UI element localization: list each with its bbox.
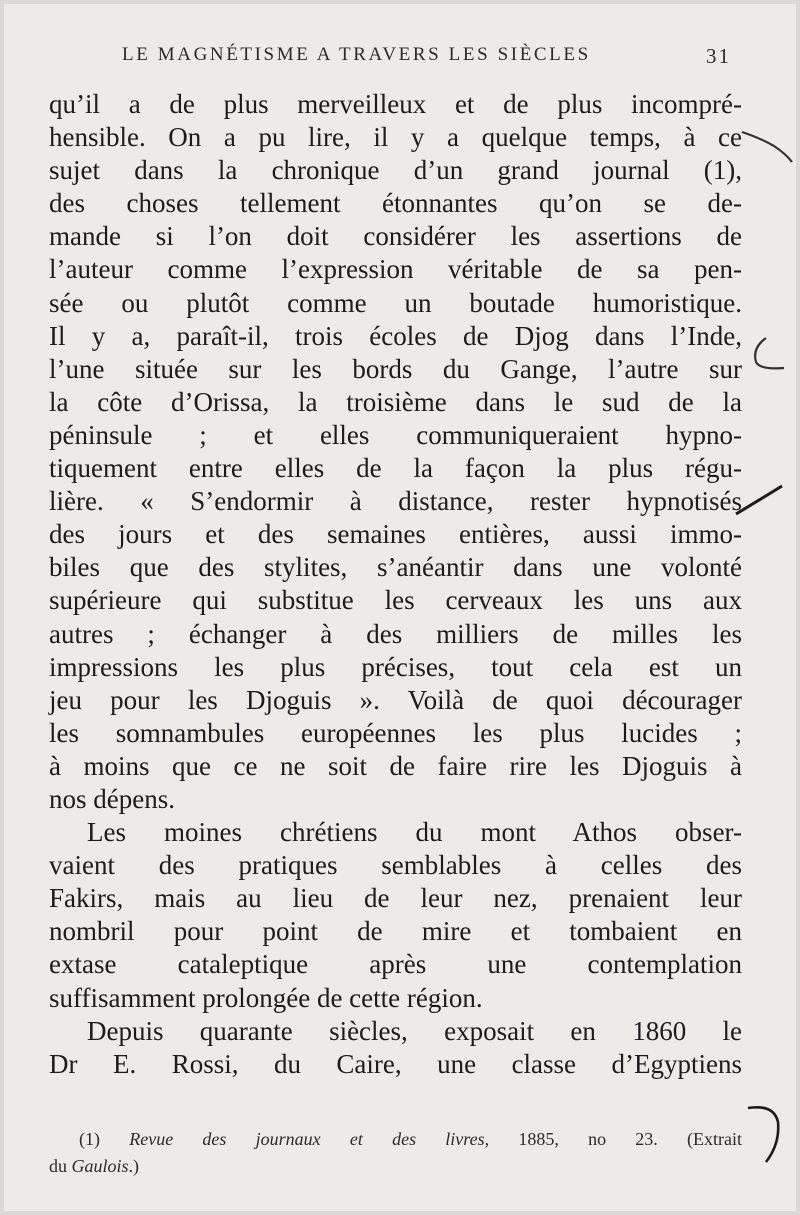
text-line: lière. « S’endormir à distance, rester hypnotisés — [49, 486, 742, 517]
footnote — [49, 1126, 742, 1180]
text-line: à moins que ce ne soit de faire rire les Djoguis à — [49, 750, 742, 781]
text-line: Depuis quarante siècles, exposait en 1860 le — [87, 1015, 742, 1046]
text-line: des choses tellement étonnantes qu’on se de- — [49, 188, 742, 219]
book-page — [4, 4, 796, 1211]
text-line: péninsule ; et elles communiqueraient hypno- — [49, 419, 742, 450]
text-line: sujet dans la chronique d’un grand journal (1), — [49, 155, 742, 186]
text-line: autres ; échanger à des milliers de milles les — [49, 618, 742, 649]
text-line: des jours et des semaines entières, aussi immo- — [49, 519, 742, 550]
text-line: hensible. On a pu lire, il y a quelque temps, à ce — [49, 122, 742, 153]
text-line: Il y a, paraît-il, trois écoles de Djog dans l’Inde, — [49, 320, 742, 351]
text-line: nombril pour point de mire et tombaient en — [49, 916, 742, 947]
text-line: impressions les plus précises, tout cela est un — [49, 651, 742, 682]
footnote-source-details: , 1885, no 23. (Extrait — [484, 1129, 743, 1149]
text-line: tiquement entre elles de la façon la plus régu- — [49, 453, 742, 484]
footnote-source-title: Revue des journaux et des livres — [129, 1129, 485, 1149]
footnote-line2-prefix: du — [49, 1156, 72, 1176]
running-title: LE MAGNÉTISME A TRAVERS LES SIÈCLES — [122, 44, 591, 65]
pencil-bracket-close-mark — [744, 1100, 792, 1166]
footnote-line2-suffix: .) — [128, 1156, 140, 1176]
pencil-slash-mark — [732, 480, 788, 520]
text-line: l’une située sur les bords du Gange, l’autre sur — [49, 353, 742, 384]
page-number: 31 — [706, 44, 731, 68]
text-line: nos dépens. — [49, 783, 175, 814]
footnote-marker: (1) — [79, 1129, 100, 1149]
text-line: Fakirs, mais au lieu de leur nez, prenaient leur — [49, 883, 742, 914]
pencil-bracket-open-mark — [744, 334, 792, 380]
text-line: sée ou plutôt comme un boutade humoristique. — [49, 287, 742, 318]
text-line: supérieure qui substitue les cerveaux les uns aux — [49, 585, 742, 616]
text-line: Dr E. Rossi, du Caire, une classe d’Egyptiens — [49, 1048, 742, 1079]
text-line: suffisamment prolongée de cette région. — [49, 982, 483, 1013]
text-line: biles que des stylites, s’anéantir dans une volonté — [49, 552, 742, 583]
text-line: Les moines chrétiens du mont Athos obser- — [87, 817, 742, 848]
running-header — [4, 44, 796, 74]
text-line: mande si l’on doit considérer les assertions de — [49, 221, 742, 252]
pencil-tick-mark — [740, 124, 796, 168]
text-line: jeu pour les Djoguis ». Voilà de quoi décourager — [49, 684, 742, 715]
text-line: vaient des pratiques semblables à celles des — [49, 850, 742, 881]
text-line: l’auteur comme l’expression véritable de sa pen- — [49, 254, 742, 285]
footnote-line — [49, 1153, 742, 1180]
text-line: la côte d’Orissa, la troisième dans le sud de la — [49, 386, 742, 417]
footnote-line — [49, 1126, 742, 1153]
body-text — [49, 88, 742, 1081]
text-line: extase cataleptique après une contemplation — [49, 949, 742, 980]
footnote-newspaper-title: Gaulois — [71, 1156, 129, 1176]
text-line: qu’il a de plus merveilleux et de plus incompré- — [49, 89, 742, 119]
text-line: les somnambules européennes les plus lucides ; — [49, 717, 742, 748]
